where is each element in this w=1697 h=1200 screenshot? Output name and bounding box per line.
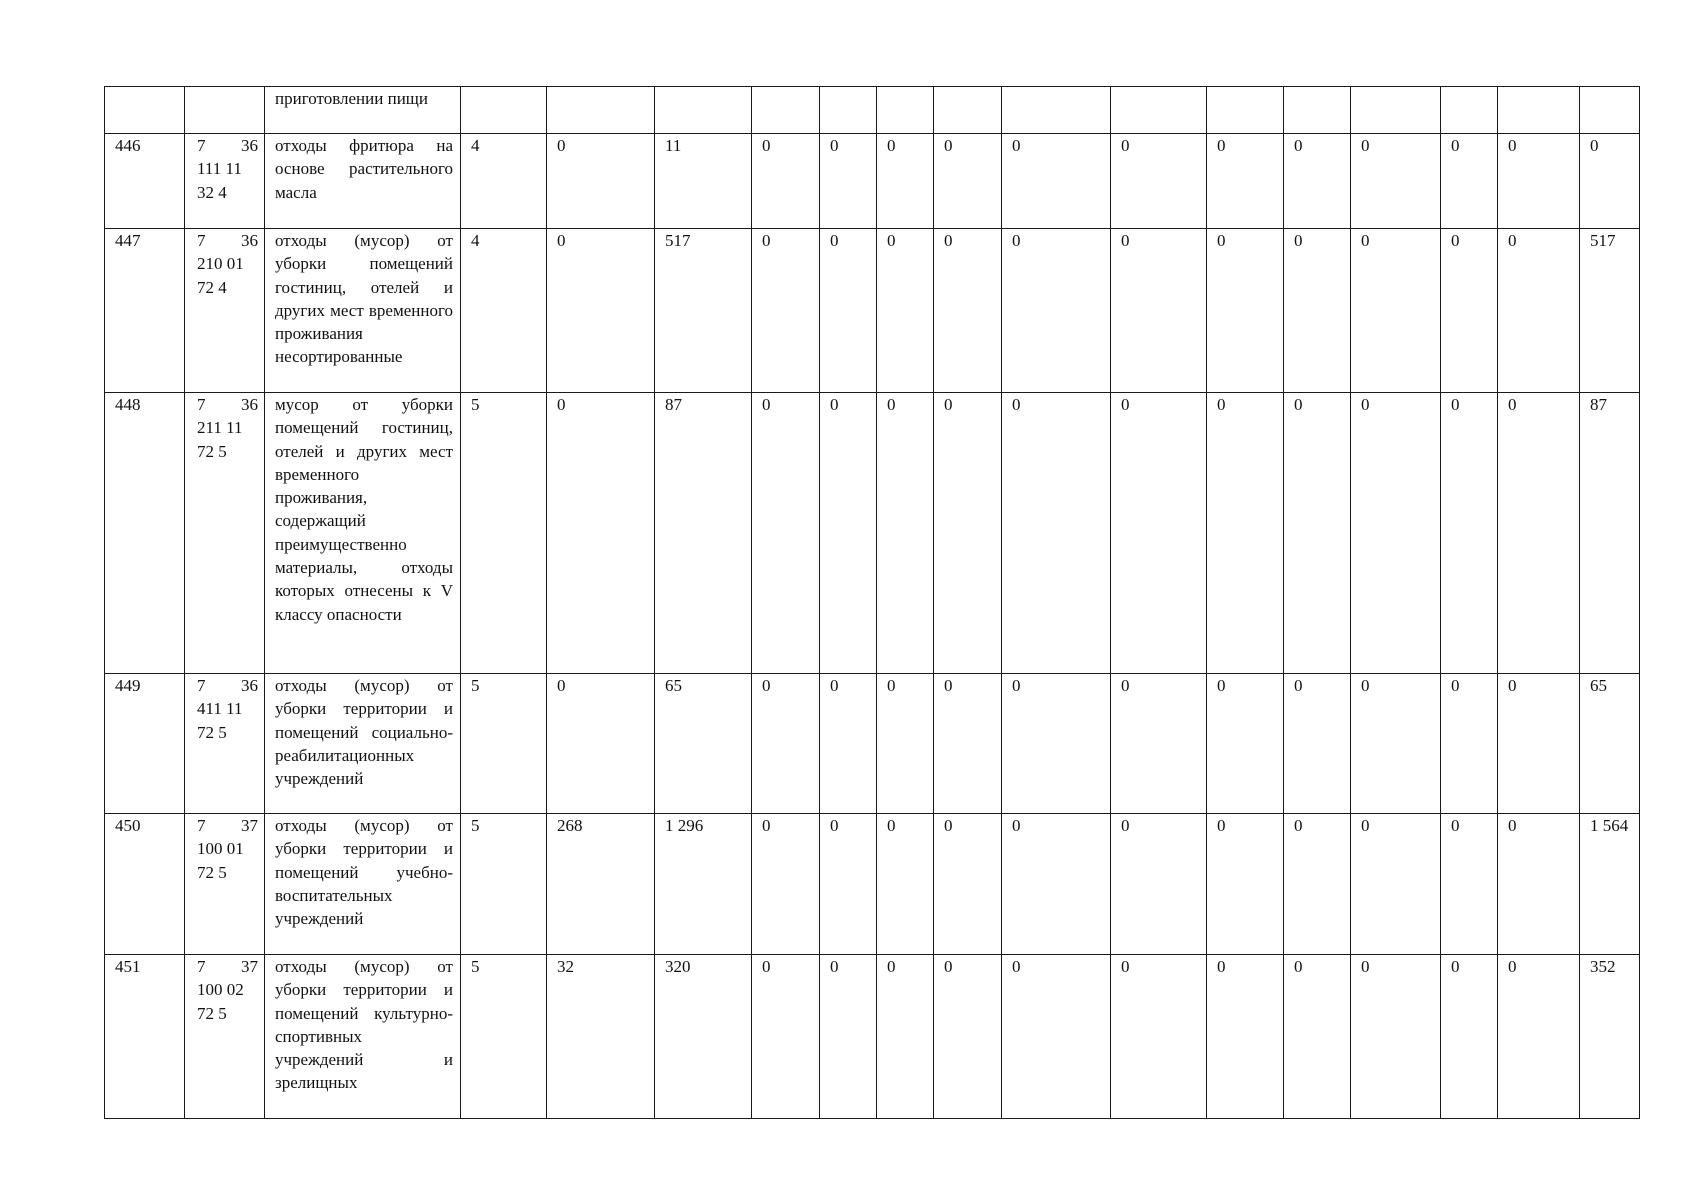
value-cell: 0 <box>934 814 1002 955</box>
value-cell: 0 <box>1441 134 1498 229</box>
value-cell: 0 <box>1498 134 1580 229</box>
table-body <box>105 87 1640 1119</box>
value-cell: 0 <box>1351 814 1441 955</box>
value-cell: 0 <box>752 814 820 955</box>
value-cell: 0 <box>1002 814 1111 955</box>
waste-code-part: 37 <box>241 957 258 976</box>
value-cell: 5 <box>461 674 547 814</box>
value-cell: 0 <box>934 229 1002 393</box>
waste-code-line: 211 11 <box>197 418 243 438</box>
value-cell: 0 <box>1284 814 1351 955</box>
row-number-cell: 450 <box>105 814 185 955</box>
waste-code-line: 111 11 <box>197 159 242 179</box>
value-cell: 0 <box>1207 814 1284 955</box>
value-cell: 0 <box>1441 814 1498 955</box>
value-cell: 0 <box>752 134 820 229</box>
table-row <box>105 674 1640 814</box>
value-cell: 0 <box>1284 674 1351 814</box>
value-cell: 4 <box>461 229 547 393</box>
waste-code-cell <box>185 393 265 674</box>
value-cell: 0 <box>877 393 934 674</box>
value-cell: 0 <box>1207 393 1284 674</box>
row-number-cell: 451 <box>105 955 185 1119</box>
value-cell: 0 <box>1351 229 1441 393</box>
waste-table <box>104 86 1640 1119</box>
value-cell: 0 <box>547 229 655 393</box>
value-cell: 0 <box>1207 674 1284 814</box>
value-cell: 268 <box>547 814 655 955</box>
waste-code-line <box>197 674 258 697</box>
waste-code-line: 32 4 <box>197 182 227 202</box>
waste-code-part: 7 <box>197 395 206 414</box>
waste-name-cell: отходы (мусор) от уборки территории и помещений культурно-спортивных учреждений и зрелищных <box>265 955 461 1119</box>
value-cell: 0 <box>877 814 934 955</box>
waste-name-cell: отходы (мусор) от уборки территории и помещений социально-реабилитационных учреждений <box>265 674 461 814</box>
value-cell <box>547 87 655 134</box>
value-cell: 0 <box>1111 229 1207 393</box>
row-number-cell <box>105 87 185 134</box>
value-cell: 0 <box>1002 134 1111 229</box>
value-cell <box>1351 87 1441 134</box>
value-cell: 0 <box>820 134 877 229</box>
value-cell: 0 <box>547 393 655 674</box>
value-cell: 0 <box>752 674 820 814</box>
value-cell: 65 <box>655 674 752 814</box>
value-cell: 0 <box>877 955 934 1119</box>
value-cell: 0 <box>1284 393 1351 674</box>
value-cell <box>820 87 877 134</box>
value-cell: 0 <box>752 229 820 393</box>
value-cell: 0 <box>820 229 877 393</box>
value-cell: 0 <box>1441 674 1498 814</box>
value-cell: 0 <box>1111 393 1207 674</box>
value-cell: 87 <box>1580 393 1640 674</box>
value-cell: 0 <box>1351 955 1441 1119</box>
row-number-cell: 449 <box>105 674 185 814</box>
value-cell: 0 <box>820 814 877 955</box>
value-cell: 0 <box>1580 134 1640 229</box>
value-cell <box>1002 87 1111 134</box>
value-cell: 0 <box>1111 134 1207 229</box>
value-cell: 0 <box>752 955 820 1119</box>
waste-code-part: 7 <box>197 816 206 835</box>
waste-code-part: 36 <box>241 395 258 414</box>
waste-code-part: 37 <box>241 816 258 835</box>
value-cell: 0 <box>1002 674 1111 814</box>
waste-code-line <box>197 229 258 252</box>
value-cell: 0 <box>1002 393 1111 674</box>
value-cell: 0 <box>1351 393 1441 674</box>
waste-code-part: 7 <box>197 676 206 695</box>
table-row <box>105 393 1640 674</box>
value-cell <box>1207 87 1284 134</box>
waste-code-part: 7 <box>197 231 206 250</box>
value-cell: 0 <box>1111 955 1207 1119</box>
waste-code-part: 36 <box>241 676 258 695</box>
value-cell: 5 <box>461 955 547 1119</box>
value-cell <box>1284 87 1351 134</box>
row-number-cell: 446 <box>105 134 185 229</box>
waste-name-cell: мусор от уборки помещений гостиниц, отелей и других мест временного проживания, содержащий преимущественно материалы, отходы которых отнесены к V классу опасности <box>265 393 461 674</box>
value-cell: 0 <box>1284 955 1351 1119</box>
value-cell: 0 <box>1498 814 1580 955</box>
waste-code-line <box>197 814 258 837</box>
waste-code-line: 72 5 <box>197 441 227 461</box>
value-cell <box>752 87 820 134</box>
value-cell: 0 <box>877 134 934 229</box>
value-cell: 5 <box>461 814 547 955</box>
waste-code-part: 36 <box>241 136 258 155</box>
waste-code-line <box>197 134 258 157</box>
waste-code-line: 72 4 <box>197 277 227 297</box>
value-cell: 320 <box>655 955 752 1119</box>
value-cell: 0 <box>752 393 820 674</box>
waste-code-line: 72 5 <box>197 722 227 742</box>
waste-code-line: 100 01 <box>197 839 244 859</box>
value-cell: 0 <box>1498 229 1580 393</box>
waste-code-part: 7 <box>197 957 206 976</box>
value-cell <box>934 87 1002 134</box>
value-cell: 1 296 <box>655 814 752 955</box>
value-cell: 0 <box>1498 674 1580 814</box>
waste-code-cell <box>185 955 265 1119</box>
value-cell: 11 <box>655 134 752 229</box>
value-cell: 1 564 <box>1580 814 1640 955</box>
waste-code-line: 100 02 <box>197 980 244 1000</box>
value-cell: 0 <box>934 674 1002 814</box>
waste-code-cell <box>185 87 265 134</box>
waste-code-line: 72 5 <box>197 1003 227 1023</box>
table-row <box>105 814 1640 955</box>
waste-code-part: 7 <box>197 136 206 155</box>
value-cell: 0 <box>1207 134 1284 229</box>
value-cell <box>1498 87 1580 134</box>
table-row <box>105 955 1640 1119</box>
value-cell: 0 <box>934 955 1002 1119</box>
waste-code-line: 411 11 <box>197 699 243 719</box>
value-cell: 0 <box>1441 955 1498 1119</box>
value-cell: 517 <box>655 229 752 393</box>
waste-code-cell <box>185 229 265 393</box>
value-cell: 0 <box>547 674 655 814</box>
value-cell: 4 <box>461 134 547 229</box>
value-cell: 0 <box>1498 393 1580 674</box>
value-cell: 517 <box>1580 229 1640 393</box>
value-cell: 0 <box>877 229 934 393</box>
value-cell: 0 <box>1207 229 1284 393</box>
value-cell: 0 <box>877 674 934 814</box>
value-cell <box>655 87 752 134</box>
value-cell: 32 <box>547 955 655 1119</box>
table-row <box>105 87 1640 134</box>
value-cell <box>1580 87 1640 134</box>
value-cell: 0 <box>820 674 877 814</box>
value-cell: 0 <box>1111 674 1207 814</box>
row-number-cell: 447 <box>105 229 185 393</box>
value-cell: 5 <box>461 393 547 674</box>
waste-code-line: 210 01 <box>197 254 244 274</box>
value-cell: 0 <box>934 393 1002 674</box>
value-cell: 87 <box>655 393 752 674</box>
value-cell: 0 <box>1002 955 1111 1119</box>
waste-code-line <box>197 393 258 416</box>
waste-code-line <box>197 955 258 978</box>
value-cell <box>461 87 547 134</box>
value-cell: 0 <box>1002 229 1111 393</box>
value-cell: 0 <box>1207 955 1284 1119</box>
value-cell: 352 <box>1580 955 1640 1119</box>
value-cell: 0 <box>1351 674 1441 814</box>
value-cell: 65 <box>1580 674 1640 814</box>
value-cell: 0 <box>1351 134 1441 229</box>
table-row <box>105 134 1640 229</box>
waste-code-cell <box>185 134 265 229</box>
waste-code-cell <box>185 814 265 955</box>
value-cell: 0 <box>1441 229 1498 393</box>
waste-name-cell: отходы (мусор) от уборки помещений гостиниц, отелей и других мест временного проживания несортированные <box>265 229 461 393</box>
waste-code-cell <box>185 674 265 814</box>
waste-name-cell: отходы (мусор) от уборки территории и помещений учебно-воспитательных учреждений <box>265 814 461 955</box>
table-row <box>105 229 1640 393</box>
waste-name-cell: приготовлении пищи <box>265 87 461 134</box>
value-cell: 0 <box>1284 134 1351 229</box>
row-number-cell: 448 <box>105 393 185 674</box>
waste-code-line: 72 5 <box>197 862 227 882</box>
waste-code-part: 36 <box>241 231 258 250</box>
value-cell: 0 <box>1441 393 1498 674</box>
value-cell <box>1441 87 1498 134</box>
value-cell: 0 <box>547 134 655 229</box>
value-cell <box>1111 87 1207 134</box>
value-cell: 0 <box>820 955 877 1119</box>
value-cell: 0 <box>820 393 877 674</box>
value-cell <box>877 87 934 134</box>
value-cell: 0 <box>1111 814 1207 955</box>
value-cell: 0 <box>934 134 1002 229</box>
value-cell: 0 <box>1498 955 1580 1119</box>
value-cell: 0 <box>1284 229 1351 393</box>
waste-name-cell: отходы фритюра на основе растительного масла <box>265 134 461 229</box>
